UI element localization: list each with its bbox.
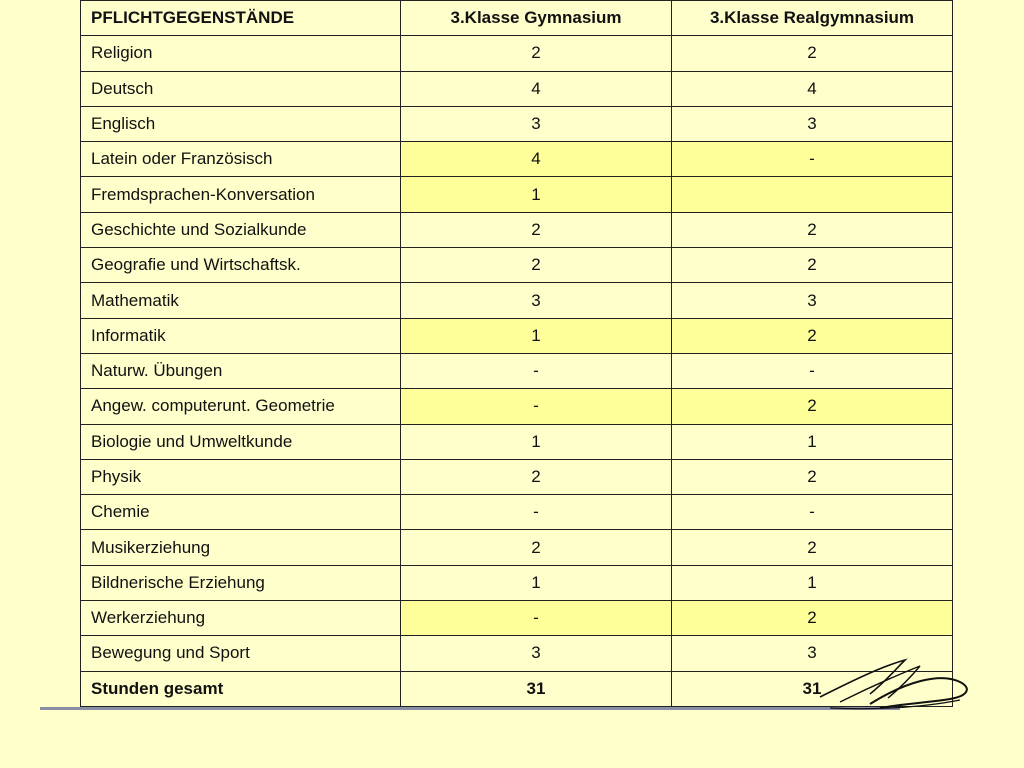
- total-label: Stunden gesamt: [81, 671, 401, 706]
- realgymnasium-hours-cell: 4: [672, 71, 953, 106]
- realgymnasium-hours-cell: 2: [672, 601, 953, 636]
- table-row: [81, 353, 953, 388]
- gymnasium-hours-cell: 2: [401, 530, 672, 565]
- header-row: [81, 1, 953, 36]
- swoosh-logo-icon: [810, 652, 980, 722]
- total-realgymnasium: 31: [672, 671, 953, 706]
- gymnasium-hours-cell: 1: [401, 177, 672, 212]
- subject-cell: Naturw. Übungen: [81, 353, 401, 388]
- table-row: [81, 212, 953, 247]
- subject-cell: Bewegung und Sport: [81, 636, 401, 671]
- table-row: [81, 177, 953, 212]
- realgymnasium-hours-cell: 1: [672, 424, 953, 459]
- table-row: [81, 142, 953, 177]
- realgymnasium-hours-cell: [672, 177, 953, 212]
- gymnasium-hours-cell: 4: [401, 142, 672, 177]
- realgymnasium-hours-cell: -: [672, 353, 953, 388]
- realgymnasium-hours-cell: 3: [672, 283, 953, 318]
- table-row: [81, 389, 953, 424]
- gymnasium-hours-cell: -: [401, 601, 672, 636]
- gymnasium-hours-cell: 1: [401, 424, 672, 459]
- realgymnasium-hours-cell: 2: [672, 36, 953, 71]
- realgymnasium-hours-cell: 3: [672, 636, 953, 671]
- realgymnasium-hours-cell: 1: [672, 565, 953, 600]
- subject-cell: Geschichte und Sozialkunde: [81, 212, 401, 247]
- realgymnasium-hours-cell: 2: [672, 459, 953, 494]
- subject-cell: Werkerziehung: [81, 601, 401, 636]
- total-gymnasium: 31: [401, 671, 672, 706]
- subject-cell: Musikerziehung: [81, 530, 401, 565]
- realgymnasium-hours-cell: 2: [672, 212, 953, 247]
- gymnasium-hours-cell: 2: [401, 459, 672, 494]
- gymnasium-hours-cell: -: [401, 495, 672, 530]
- realgymnasium-hours-cell: -: [672, 495, 953, 530]
- table-row: [81, 36, 953, 71]
- table-row: [81, 601, 953, 636]
- gymnasium-hours-cell: 2: [401, 36, 672, 71]
- header-subject: PFLICHTGEGENSTÄNDE: [81, 1, 401, 36]
- subject-cell: Geografie und Wirtschaftsk.: [81, 248, 401, 283]
- realgymnasium-hours-cell: 2: [672, 318, 953, 353]
- gymnasium-hours-cell: -: [401, 389, 672, 424]
- gymnasium-hours-cell: 3: [401, 106, 672, 141]
- timetable: [80, 0, 953, 707]
- subject-cell: Informatik: [81, 318, 401, 353]
- subject-cell: Mathematik: [81, 283, 401, 318]
- subject-cell: Bildnerische Erziehung: [81, 565, 401, 600]
- realgymnasium-hours-cell: 2: [672, 530, 953, 565]
- realgymnasium-hours-cell: 2: [672, 389, 953, 424]
- gymnasium-hours-cell: 1: [401, 565, 672, 600]
- table-row: [81, 459, 953, 494]
- subject-cell: Physik: [81, 459, 401, 494]
- gymnasium-hours-cell: 1: [401, 318, 672, 353]
- table-row: [81, 248, 953, 283]
- gymnasium-hours-cell: 2: [401, 248, 672, 283]
- table-row: [81, 530, 953, 565]
- gymnasium-hours-cell: -: [401, 353, 672, 388]
- table-row: [81, 318, 953, 353]
- table-row: [81, 106, 953, 141]
- header-gymnasium: 3.Klasse Gymnasium: [401, 1, 672, 36]
- realgymnasium-hours-cell: 2: [672, 248, 953, 283]
- table-row: [81, 495, 953, 530]
- subject-cell: Englisch: [81, 106, 401, 141]
- gymnasium-hours-cell: 4: [401, 71, 672, 106]
- table-row: [81, 71, 953, 106]
- subject-cell: Biologie und Umweltkunde: [81, 424, 401, 459]
- subject-cell: Religion: [81, 36, 401, 71]
- table-row: [81, 283, 953, 318]
- realgymnasium-hours-cell: -: [672, 142, 953, 177]
- decorative-line: [40, 707, 900, 710]
- subject-cell: Fremdsprachen-Konversation: [81, 177, 401, 212]
- subject-cell: Latein oder Französisch: [81, 142, 401, 177]
- subject-cell: Angew. computerunt. Geometrie: [81, 389, 401, 424]
- gymnasium-hours-cell: 3: [401, 283, 672, 318]
- subject-cell: Chemie: [81, 495, 401, 530]
- gymnasium-hours-cell: 2: [401, 212, 672, 247]
- header-realgymnasium: 3.Klasse Realgymnasium: [672, 1, 953, 36]
- table-row: [81, 565, 953, 600]
- gymnasium-hours-cell: 3: [401, 636, 672, 671]
- table-row: [81, 424, 953, 459]
- realgymnasium-hours-cell: 3: [672, 106, 953, 141]
- subject-cell: Deutsch: [81, 71, 401, 106]
